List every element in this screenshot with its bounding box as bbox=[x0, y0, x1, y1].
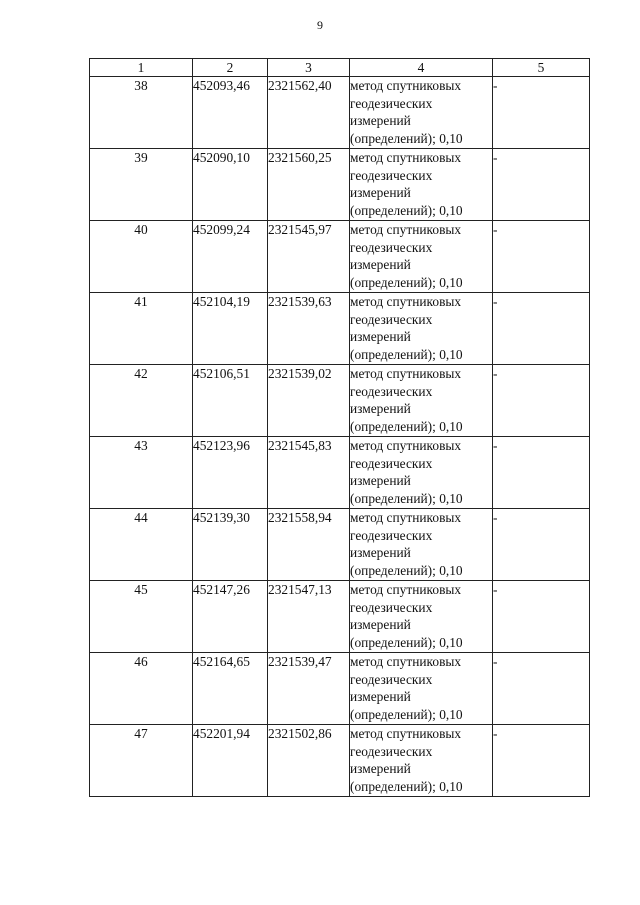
x-coordinate-cell: 452164,65 bbox=[193, 653, 268, 725]
y-coordinate-cell: 2321545,97 bbox=[268, 221, 350, 293]
y-coordinate-cell: 2321558,94 bbox=[268, 509, 350, 581]
note-cell: - bbox=[493, 581, 590, 653]
method-text-line: геодезических bbox=[350, 239, 433, 255]
note-cell: - bbox=[493, 653, 590, 725]
x-coordinate-cell: 452139,30 bbox=[193, 509, 268, 581]
note-cell: - bbox=[493, 509, 590, 581]
method-text-line: измерений bbox=[350, 761, 411, 777]
point-number-cell: 44 bbox=[90, 509, 193, 581]
method-text-line: метод спутниковых bbox=[350, 582, 462, 597]
method-text-line: (определений); 0,10 bbox=[350, 490, 463, 506]
coordinates-table bbox=[89, 58, 590, 797]
table-row bbox=[90, 437, 590, 509]
method-text-line: измерений bbox=[350, 401, 411, 417]
scan-artifact-strip bbox=[150, 896, 630, 905]
point-number-cell: 45 bbox=[90, 581, 193, 653]
method-cell bbox=[350, 221, 493, 293]
point-number-cell: 47 bbox=[90, 725, 193, 797]
point-number-cell: 41 bbox=[90, 293, 193, 365]
note-cell: - bbox=[493, 437, 590, 509]
method-text-line: метод спутниковых bbox=[350, 294, 462, 309]
method-text-line: геодезических bbox=[350, 743, 433, 759]
method-cell bbox=[350, 149, 493, 221]
column-header-1: 1 bbox=[90, 59, 193, 77]
y-coordinate-cell: 2321539,47 bbox=[268, 653, 350, 725]
method-text-line: (определений); 0,10 bbox=[350, 418, 463, 434]
method-text-line: измерений bbox=[350, 473, 411, 489]
note-cell: - bbox=[493, 365, 590, 437]
method-text-line: метод спутниковых bbox=[350, 222, 462, 237]
point-number-cell: 46 bbox=[90, 653, 193, 725]
table-row bbox=[90, 365, 590, 437]
method-text-line: (определений); 0,10 bbox=[350, 202, 463, 218]
method-text-line: измерений bbox=[350, 545, 411, 561]
method-text-line: геодезических bbox=[350, 383, 433, 399]
method-text-line: измерений bbox=[350, 689, 411, 705]
method-text-line: измерений bbox=[350, 257, 411, 273]
table-row bbox=[90, 725, 590, 797]
table-row bbox=[90, 293, 590, 365]
method-cell bbox=[350, 509, 493, 581]
method-text-line: измерений bbox=[350, 329, 411, 345]
table-row bbox=[90, 149, 590, 221]
table-body bbox=[90, 77, 590, 797]
note-cell: - bbox=[493, 221, 590, 293]
note-cell: - bbox=[493, 77, 590, 149]
method-cell bbox=[350, 725, 493, 797]
y-coordinate-cell: 2321547,13 bbox=[268, 581, 350, 653]
table-row bbox=[90, 581, 590, 653]
x-coordinate-cell: 452106,51 bbox=[193, 365, 268, 437]
method-text-line: измерений bbox=[350, 185, 411, 201]
y-coordinate-cell: 2321545,83 bbox=[268, 437, 350, 509]
table-row bbox=[90, 221, 590, 293]
method-text-line: (определений); 0,10 bbox=[350, 274, 463, 290]
y-coordinate-cell: 2321539,63 bbox=[268, 293, 350, 365]
table-row bbox=[90, 77, 590, 149]
method-text-line: метод спутниковых bbox=[350, 150, 462, 165]
method-text-line: (определений); 0,10 bbox=[350, 346, 463, 362]
method-text-line: геодезических bbox=[350, 527, 433, 543]
column-header-3: 3 bbox=[268, 59, 350, 77]
point-number-cell: 39 bbox=[90, 149, 193, 221]
method-cell bbox=[350, 365, 493, 437]
x-coordinate-cell: 452147,26 bbox=[193, 581, 268, 653]
x-coordinate-cell: 452201,94 bbox=[193, 725, 268, 797]
table-row bbox=[90, 509, 590, 581]
method-text-line: геодезических bbox=[350, 671, 433, 687]
method-text-line: геодезических bbox=[350, 599, 433, 615]
method-text-line: метод спутниковых bbox=[350, 366, 462, 381]
point-number-cell: 38 bbox=[90, 77, 193, 149]
method-text-line: измерений bbox=[350, 113, 411, 129]
method-text-line: метод спутниковых bbox=[350, 438, 462, 453]
note-cell: - bbox=[493, 293, 590, 365]
method-text-line: метод спутниковых bbox=[350, 726, 462, 741]
method-text-line: (определений); 0,10 bbox=[350, 130, 463, 146]
method-text-line: (определений); 0,10 bbox=[350, 778, 463, 794]
column-header-5: 5 bbox=[493, 59, 590, 77]
point-number-cell: 42 bbox=[90, 365, 193, 437]
x-coordinate-cell: 452099,24 bbox=[193, 221, 268, 293]
method-text-line: (определений); 0,10 bbox=[350, 706, 463, 722]
column-header-2: 2 bbox=[193, 59, 268, 77]
method-text-line: метод спутниковых bbox=[350, 654, 462, 669]
method-cell bbox=[350, 293, 493, 365]
method-text-line: метод спутниковых bbox=[350, 78, 462, 93]
y-coordinate-cell: 2321562,40 bbox=[268, 77, 350, 149]
method-cell bbox=[350, 653, 493, 725]
y-coordinate-cell: 2321502,86 bbox=[268, 725, 350, 797]
x-coordinate-cell: 452093,46 bbox=[193, 77, 268, 149]
note-cell: - bbox=[493, 149, 590, 221]
point-number-cell: 40 bbox=[90, 221, 193, 293]
column-header-4: 4 bbox=[350, 59, 493, 77]
method-text-line: геодезических bbox=[350, 167, 433, 183]
method-text-line: (определений); 0,10 bbox=[350, 634, 463, 650]
point-number-cell: 43 bbox=[90, 437, 193, 509]
page-number: 9 bbox=[317, 18, 323, 32]
method-text-line: метод спутниковых bbox=[350, 510, 462, 525]
method-text-line: геодезических bbox=[350, 311, 433, 327]
method-text-line: (определений); 0,10 bbox=[350, 562, 463, 578]
method-text-line: измерений bbox=[350, 617, 411, 633]
method-cell bbox=[350, 581, 493, 653]
y-coordinate-cell: 2321539,02 bbox=[268, 365, 350, 437]
method-cell bbox=[350, 77, 493, 149]
table-row bbox=[90, 653, 590, 725]
method-cell bbox=[350, 437, 493, 509]
method-text-line: геодезических bbox=[350, 455, 433, 471]
x-coordinate-cell: 452123,96 bbox=[193, 437, 268, 509]
method-text-line: геодезических bbox=[350, 95, 433, 111]
x-coordinate-cell: 452090,10 bbox=[193, 149, 268, 221]
note-cell: - bbox=[493, 725, 590, 797]
x-coordinate-cell: 452104,19 bbox=[193, 293, 268, 365]
header-row bbox=[90, 59, 590, 77]
y-coordinate-cell: 2321560,25 bbox=[268, 149, 350, 221]
